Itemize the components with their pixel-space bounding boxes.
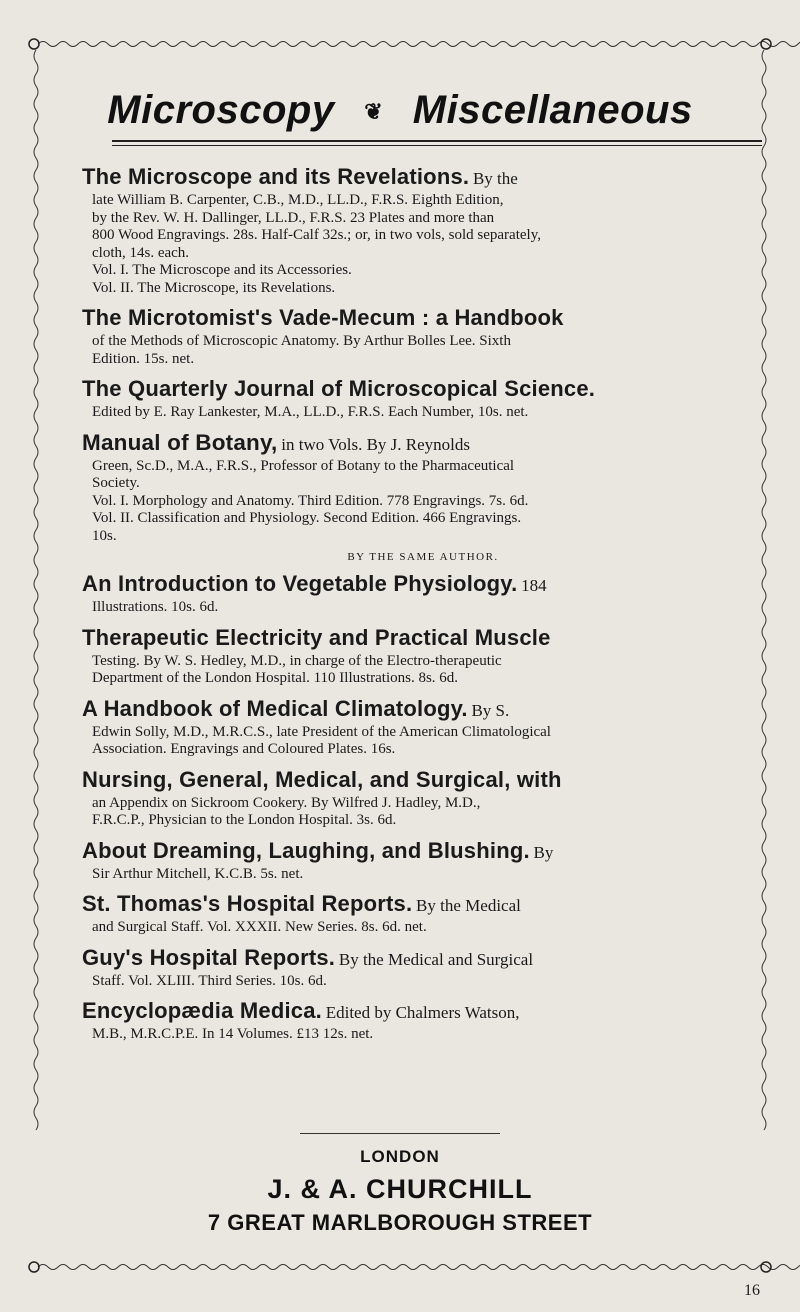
entry-title: The Microscope and its Revelations. — [82, 164, 470, 189]
footer-rule — [300, 1133, 500, 1134]
title-left: Microscopy — [107, 88, 335, 132]
entry-body: M.B., M.R.C.P.E. In 14 Volumes. £13 12s. net. — [92, 1026, 374, 1042]
imprint-city: LONDON — [360, 1147, 440, 1166]
entry-head-tail: By the Medical — [416, 896, 521, 915]
entry-body: Staff. Vol. XLIII. Third Series. 10s. 6d. — [92, 972, 327, 989]
entry-body: Sir Arthur Mitchell, K.C.B. 5s. net. — [92, 865, 304, 882]
entry-body: Green, Sc.D., M.A., F.R.S., Professor of Botany to the Pharmaceutical Society. Vol. I. Morphology and Anatomy. Third Edition. 778 Engravings. 7s. 6d. Vol. II. Classification and Physiology. Second Edition. 466 Engravings. 10s. — [92, 457, 529, 544]
corner-ring-top-left — [29, 39, 39, 49]
by-same-author-label: BY THE SAME AUTHOR. — [347, 551, 499, 563]
entry-body: Testing. By W. S. Hedley, M.D., in charge of the Electro-therapeutic Department of the London Hospital. 110 Illustrations. 8s. 6d. — [92, 652, 502, 686]
list-item — [82, 626, 764, 688]
entry-title: The Microtomist's Vade-Mecum : a Handbook — [82, 305, 564, 330]
entry-body: an Appendix on Sickroom Cookery. By Wilfred J. Hadley, M.D., F.R.C.P., Physician to the London Hospital. 3s. 6d. — [92, 794, 481, 828]
entry-body: and Surgical Staff. Vol. XXXII. New Series. 8s. 6d. net. — [92, 919, 427, 935]
corner-ring-top-right — [761, 39, 771, 49]
book-list — [82, 165, 764, 1053]
entry-title: A Handbook of Medical Climatology. — [82, 695, 468, 721]
entry-head-tail: 184 — [521, 576, 547, 595]
corner-ring-bottom-right — [761, 1262, 771, 1272]
entry-title: St. Thomas's Hospital Reports. — [82, 891, 413, 916]
entry-title: Nursing, General, Medical, and Surgical, with — [82, 766, 562, 792]
list-item — [82, 431, 764, 564]
list-item — [82, 697, 764, 759]
entry-body: late William B. Carpenter, C.B., M.D., LL.D., F.R.S. Eighth Edition, by the Rev. W. H. Dallinger, LL.D., F.R.S. 23 Plates and more than 800 Wood Engravings. 28s. Half-Calf 32s.; or, in two vols, sold separately, cloth, 14s. each. Vol. I. The Microscope and its Accessories. Vol. II. The Microscope, its Revelations. — [92, 192, 541, 296]
fleuron-icon: ❦ — [364, 99, 384, 125]
entry-head-tail: Edited by Chalmers Watson, — [325, 1003, 520, 1022]
corner-ring-bottom-left — [29, 1262, 39, 1272]
title-right: Miscellaneous — [412, 88, 693, 132]
list-item — [82, 165, 764, 297]
left-wavy-border — [34, 50, 38, 1130]
list-item — [82, 999, 764, 1044]
imprint-address: 7 GREAT MARLBOROUGH STREET — [207, 1210, 593, 1235]
entry-title: Therapeutic Electricity and Practical Muscle — [82, 624, 551, 650]
entry-title: Manual of Botany, — [82, 429, 278, 455]
entry-body: of the Methods of Microscopic Anatomy. By Arthur Bolles Lee. Sixth Edition. 15s. net. — [92, 333, 511, 367]
list-item — [82, 892, 764, 937]
entry-title: The Quarterly Journal of Microscopical Science. — [82, 376, 596, 401]
entry-title: Encyclopædia Medica. — [82, 998, 322, 1023]
title-rule-thick — [112, 140, 762, 142]
entry-head-tail: By — [533, 842, 554, 862]
entry-body: Illustrations. 10s. 6d. — [92, 599, 219, 615]
entry-head-tail: By the — [472, 169, 518, 188]
title-rule-thin — [112, 145, 762, 146]
entry-body: Edited by E. Ray Lankester, M.A., LL.D., F.R.S. Each Number, 10s. net. — [92, 404, 529, 420]
list-item — [82, 768, 764, 830]
entry-title: About Dreaming, Laughing, and Blushing. — [82, 837, 530, 863]
list-item — [82, 946, 764, 991]
list-item — [82, 377, 764, 422]
entry-title: Guy's Hospital Reports. — [82, 944, 336, 970]
entry-head-tail: By the Medical and Surgical — [338, 949, 534, 969]
bottom-wavy-border — [38, 1265, 800, 1270]
entry-body: Edwin Solly, M.D., M.R.C.S., late President of the American Climatological Association. Engravings and Coloured Plates. 16s. — [92, 723, 551, 757]
entry-head-tail: By S. — [471, 700, 510, 720]
imprint-publisher: J. & A. CHURCHILL — [267, 1174, 533, 1204]
list-item — [82, 306, 764, 368]
top-wavy-border — [38, 42, 800, 47]
entry-head-tail: in two Vols. By J. Reynolds — [281, 434, 471, 454]
entry-title: An Introduction to Vegetable Physiology. — [82, 571, 518, 596]
page-number: 16 — [744, 1282, 760, 1299]
list-item — [82, 572, 764, 617]
list-item — [82, 839, 764, 884]
page-title — [0, 88, 800, 133]
